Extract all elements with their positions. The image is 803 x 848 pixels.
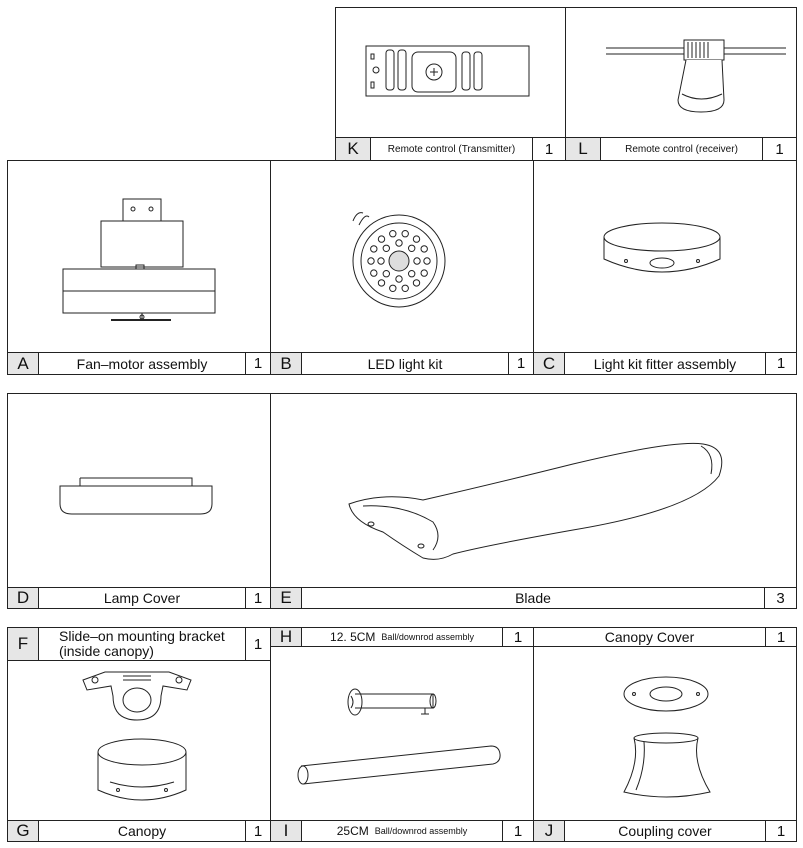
- part-quantity: 1: [532, 137, 566, 161]
- downrod-label: Ball/downrod assembly: [381, 632, 474, 642]
- part-name: Fan–motor assembly: [38, 352, 246, 375]
- part-name: Blade: [301, 587, 765, 609]
- part-quantity: 1: [245, 352, 271, 375]
- part-cell-c: [533, 160, 797, 375]
- coupling-cover-illustration: [620, 732, 716, 798]
- part-cell-l: [565, 7, 797, 161]
- part-cell-b: [270, 160, 534, 375]
- part-cell-k: [335, 7, 566, 161]
- part-letter: I: [270, 820, 302, 842]
- part-name: Coupling cover: [564, 820, 766, 842]
- fan-motor-assembly-illustration: [63, 199, 223, 329]
- part-name: Remote control (Transmitter): [370, 137, 533, 161]
- part-name: [38, 627, 246, 661]
- downrod-label: Ball/downrod assembly: [374, 826, 468, 836]
- part-name: Canopy Cover: [533, 627, 766, 647]
- part-quantity: 1: [765, 820, 797, 842]
- part-name: Light kit fitter assembly: [564, 352, 766, 375]
- part-name-line: Slide–on mounting bracket: [59, 628, 225, 644]
- part-quantity: 3: [764, 587, 797, 609]
- part-letter: C: [533, 352, 565, 375]
- part-cell-e: [270, 393, 797, 609]
- short-downrod-illustration: [345, 684, 445, 724]
- part-letter: K: [335, 137, 371, 161]
- downrod-size: 12. 5CM: [330, 630, 376, 644]
- part-letter: L: [565, 137, 601, 161]
- part-cell-h-i: [270, 627, 534, 842]
- part-quantity: 1: [502, 627, 534, 647]
- part-letter: E: [270, 587, 302, 609]
- part-quantity: 1: [765, 627, 797, 647]
- part-cell-f-g: [7, 627, 271, 842]
- part-name: LED light kit: [301, 352, 509, 375]
- remote-receiver-illustration: [606, 30, 766, 120]
- part-quantity: 1: [502, 820, 534, 842]
- part-letter: F: [7, 627, 39, 661]
- canopy-illustration: [96, 738, 196, 808]
- part-letter: H: [270, 627, 302, 647]
- part-cell-canopy-cover-j: [533, 627, 797, 842]
- mounting-bracket-illustration: [83, 668, 203, 728]
- part-letter: J: [533, 820, 565, 842]
- part-name: [301, 820, 503, 842]
- blade-illustration: [343, 434, 733, 564]
- part-quantity: 1: [765, 352, 797, 375]
- part-name: [301, 627, 503, 647]
- downrod-size: 25CM: [336, 824, 369, 838]
- canopy-cover-illustration: [622, 672, 712, 712]
- part-name-line: (inside canopy): [59, 643, 154, 659]
- part-quantity: 1: [508, 352, 534, 375]
- remote-transmitter-illustration: [366, 42, 536, 102]
- part-name: Canopy: [38, 820, 246, 842]
- part-quantity: 1: [245, 627, 271, 661]
- part-letter: G: [7, 820, 39, 842]
- long-downrod-illustration: [295, 740, 505, 780]
- part-quantity: 1: [245, 587, 271, 609]
- light-kit-fitter-illustration: [602, 221, 732, 291]
- part-letter: B: [270, 352, 302, 375]
- part-name: Remote control (receiver): [600, 137, 763, 161]
- part-quantity: 1: [245, 820, 271, 842]
- part-letter: D: [7, 587, 39, 609]
- part-name: Lamp Cover: [38, 587, 246, 609]
- part-letter: A: [7, 352, 39, 375]
- part-cell-d: [7, 393, 271, 609]
- part-cell-a: [7, 160, 271, 375]
- led-light-kit-illustration: [341, 209, 461, 309]
- lamp-cover-illustration: [60, 476, 220, 521]
- part-quantity: 1: [762, 137, 797, 161]
